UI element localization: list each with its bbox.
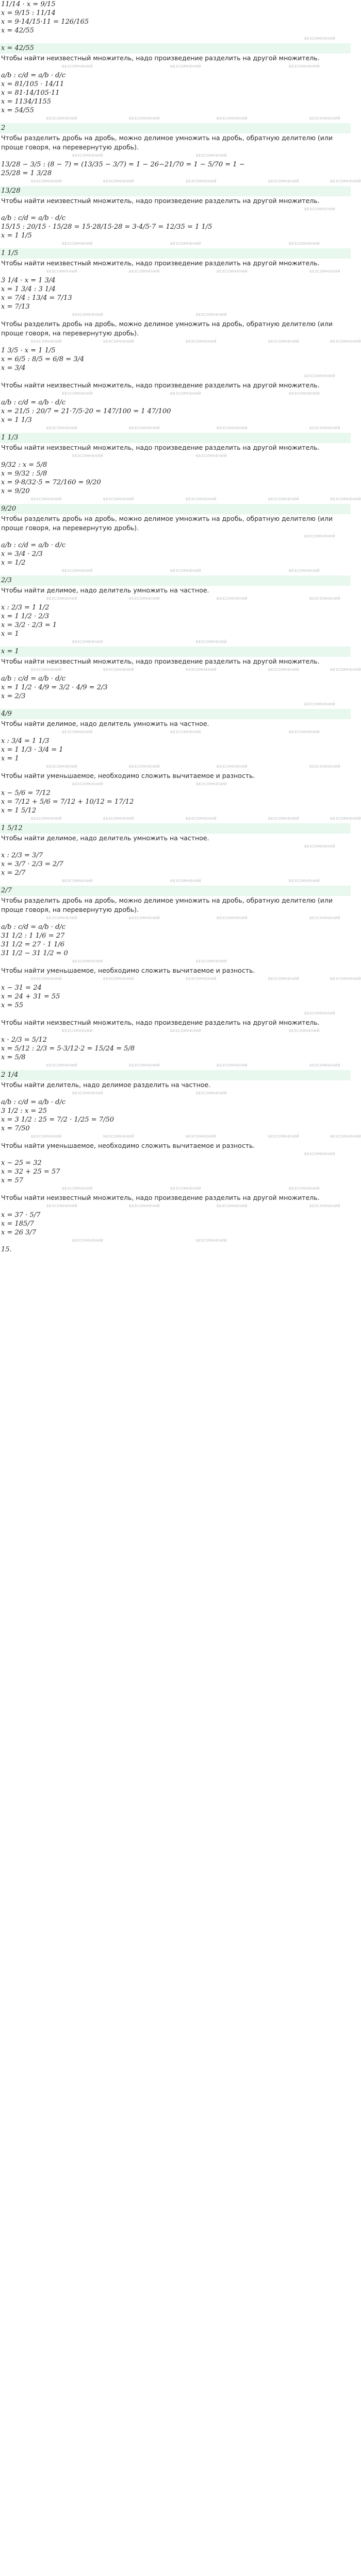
equation-line: x = 32 + 25 = 57 [1, 1168, 60, 1176]
rule-text: Чтобы найти делимое, надо делитель умножить на частное. [1, 834, 209, 842]
watermark-row [0, 372, 351, 381]
watermark-text: БЕЗСОМНЕНИЙ [72, 640, 103, 644]
equation-line: x = 26 3/7 [1, 1229, 37, 1236]
watermark-row [0, 115, 351, 123]
solution-block [0, 0, 351, 35]
watermark-text: БЕЗСОМНЕНИЙ [103, 1134, 134, 1139]
watermark-text: БЕЗСОМНЕНИЙ [129, 269, 160, 274]
equation-line: x = 55 [1, 1002, 24, 1009]
watermark-text: БЕЗСОМНЕНИЙ [289, 1187, 320, 1191]
equation-line: x − 31 = 24 [1, 984, 42, 992]
watermark-text: БЕЗСОМНЕНИЙ [217, 916, 248, 920]
watermark-text: БЕЗСОМНЕНИЙ [62, 64, 93, 69]
watermark-text: БЕЗСОМНЕНИЙ [217, 426, 248, 430]
equation-line: x = 37 · 5/7 [1, 1211, 41, 1219]
solution-block [0, 984, 351, 1010]
solution-block [0, 276, 351, 311]
rule-text: Чтобы разделить дробь на дробь, можно делимое умножить на дробь, обратную делителю (или проще говоря, на перевернутую дробь). [1, 515, 333, 532]
watermark-row [0, 958, 351, 966]
watermark-text: БЕЗСОМНЕНИЙ [129, 1063, 160, 1067]
watermark-text: БЕЗСОМНЕНИЙ [170, 1187, 201, 1191]
solution-block [0, 214, 351, 240]
watermark-row [0, 425, 351, 433]
watermark-text: БЕЗСОМНЕНИЙ [186, 668, 217, 672]
equation-line: 11/14 · x = 9/15 [1, 1, 56, 8]
watermark-text: БЕЗСОМНЕНИЙ [268, 1134, 299, 1139]
watermark-text: БЕЗСОМНЕНИЙ [196, 959, 227, 963]
equation-line: x = 1 5/12 [1, 807, 37, 815]
equation-line: x = 3 1/2 : 25 = 7/2 · 1/25 = 7/50 [1, 1116, 114, 1124]
watermark-text: БЕЗСОМНЕНИЙ [289, 1029, 320, 1033]
watermark-row [0, 914, 351, 923]
watermark-row [0, 781, 351, 789]
answer-highlight: 1 5/12 [0, 823, 351, 834]
watermark-text: БЕЗСОМНЕНИЙ [72, 959, 103, 963]
watermark-text: БЕЗСОМНЕНИЙ [289, 392, 320, 396]
watermark-text: БЕЗСОМНЕНИЙ [268, 977, 299, 981]
watermark-text: БЕЗСОМНЕНИЙ [268, 668, 299, 672]
watermark-text: БЕЗСОМНЕНИЙ [304, 1011, 335, 1015]
watermark-row [0, 701, 351, 709]
watermark-text: БЕЗСОМНЕНИЙ [62, 1029, 93, 1033]
watermark-row [0, 843, 351, 851]
rule-text: Чтобы найти уменьшаемое, необходимо сложить вычитаемое и разность. [1, 1142, 255, 1149]
final-answer: 15. [1, 1246, 12, 1253]
watermark-text: БЕЗСОМНЕНИЙ [268, 817, 299, 821]
watermark-text: БЕЗСОМНЕНИЙ [289, 879, 320, 883]
watermark-text: БЕЗСОМНЕНИЙ [62, 1187, 93, 1191]
equation-line: 31 1/2 − 31 1/2 = 0 [1, 950, 68, 957]
solution-block [0, 541, 351, 567]
watermark-text: БЕЗСОМНЕНИЙ [217, 1204, 248, 1208]
watermark-text: БЕЗСОМНЕНИЙ [31, 668, 62, 672]
equation-line: x : 2/3 = 1 1/2 [1, 604, 50, 612]
watermark-text: БЕЗСОМНЕНИЙ [186, 497, 217, 501]
watermark-text: БЕЗСОМНЕНИЙ [46, 765, 77, 769]
answer-highlight: 13/28 [0, 186, 351, 196]
watermark-text: БЕЗСОМНЕНИЙ [186, 340, 217, 344]
watermark-row [0, 877, 351, 886]
watermark-text: БЕЗСОМНЕНИЙ [217, 269, 248, 274]
solution-block [0, 603, 351, 638]
solution-block [0, 1036, 351, 1062]
watermark-row [0, 815, 361, 823]
rule-text: Чтобы найти делимое, надо делитель умножить на частное. [1, 720, 209, 727]
rule-text: Чтобы найти неизвестный множитель, надо произведение разделить на другой множитель. [1, 444, 320, 451]
equation-line: x = 6/5 : 8/5 = 6/8 = 3/4 [1, 355, 85, 363]
watermark-row [0, 1010, 351, 1018]
watermark-row [0, 533, 351, 541]
watermark-row [0, 567, 351, 575]
watermark-text: БЕЗСОМНЕНИЙ [186, 1134, 217, 1139]
equation-line: x = 2/3 [1, 692, 26, 700]
watermark-row [0, 1133, 361, 1141]
watermark-text: БЕЗСОМНЕНИЙ [62, 569, 93, 573]
watermark-text: БЕЗСОМНЕНИЙ [72, 313, 103, 317]
watermark-row [0, 1237, 351, 1245]
watermark-text: БЕЗСОМНЕНИЙ [46, 1063, 77, 1067]
equation-line: x = 1 1/3 · 3/4 = 1 [1, 746, 63, 754]
rule-text: Чтобы найти неизвестный множитель, надо произведение разделить на другой множитель. [1, 381, 320, 389]
equation-line: 15/15 : 20/15 · 15/28 = 15·28/15·28 = 3·4/5·7 = 12/35 = 1 1/5 [1, 223, 212, 231]
watermark-text: БЕЗСОМНЕНИЙ [304, 534, 335, 538]
watermark-text: БЕЗСОМНЕНИЙ [330, 340, 361, 344]
equation-line: a/b : c/d = a/b · d/c [1, 675, 66, 683]
equation-line: x : 2/3 = 3/7 [1, 852, 43, 859]
watermark-text: БЕЗСОМНЕНИЙ [309, 116, 340, 121]
watermark-text: БЕЗСОМНЕНИЙ [304, 1152, 335, 1156]
answer-highlight: 2 1/4 [0, 1070, 351, 1080]
watermark-text: БЕЗСОМНЕНИЙ [31, 817, 62, 821]
equation-line: x = 81/105 · 14/11 [1, 80, 64, 88]
equation-line: x = 1/2 [1, 559, 26, 567]
equation-line: a/b : c/d = a/b · d/c [1, 72, 66, 79]
watermark-text: БЕЗСОМНЕНИЙ [46, 269, 77, 274]
watermark-text: БЕЗСОМНЕНИЙ [72, 454, 103, 458]
watermark-row [0, 638, 351, 647]
solution-block [0, 789, 351, 815]
rule-text: Чтобы найти неизвестный множитель, надо произведение разделить на другой множитель. [1, 259, 320, 267]
watermark-text: БЕЗСОМНЕНИЙ [289, 730, 320, 734]
watermark-row [0, 452, 351, 461]
watermark-text: БЕЗСОМНЕНИЙ [72, 782, 103, 786]
equation-line: a/b : c/d = a/b · d/c [1, 1098, 66, 1106]
equation-line: x = 2/7 [1, 869, 26, 877]
solution-block [0, 1098, 351, 1133]
rule-text: Чтобы найти неизвестный множитель, надо произведение разделить на другой множитель. [1, 1194, 320, 1201]
equation-line: x = 1134/1155 [1, 98, 52, 106]
equation-line: x = 1 [1, 630, 19, 638]
watermark-text: БЕЗСОМНЕНИЙ [268, 340, 299, 344]
equation-line: x = 1 1/5 [1, 232, 32, 240]
equation-line: x = 7/4 : 13/4 = 7/13 [1, 294, 72, 302]
equation-line: a/b : c/d = a/b · d/c [1, 541, 66, 549]
watermark-row [0, 496, 361, 504]
watermark-text: БЕЗСОМНЕНИЙ [103, 340, 134, 344]
watermark-text: БЕЗСОМНЕНИЙ [196, 1091, 227, 1095]
watermark-text: БЕЗСОМНЕНИЙ [217, 597, 248, 601]
rule-text: Чтобы найти делитель, надо делимое разделить на частное. [1, 1081, 211, 1089]
watermark-row [0, 206, 351, 214]
watermark-text: БЕЗСОМНЕНИЙ [170, 392, 201, 396]
solution-block [0, 923, 351, 958]
solution-block [0, 160, 351, 178]
watermark-text: БЕЗСОМНЕНИЙ [196, 454, 227, 458]
solution-block [0, 71, 351, 115]
watermark-row [0, 595, 351, 603]
watermark-row [0, 338, 361, 346]
watermark-text: БЕЗСОМНЕНИЙ [330, 497, 361, 501]
watermark-text: БЕЗСОМНЕНИЙ [268, 179, 299, 183]
watermark-text: БЕЗСОМНЕНИЙ [31, 340, 62, 344]
watermark-text: БЕЗСОМНЕНИЙ [62, 879, 93, 883]
watermark-text: БЕЗСОМНЕНИЙ [309, 426, 340, 430]
watermark-text: БЕЗСОМНЕНИЙ [196, 313, 227, 317]
watermark-text: БЕЗСОМНЕНИЙ [289, 64, 320, 69]
equation-line: x · 2/3 = 5/12 [1, 1036, 47, 1044]
watermark-row [0, 268, 351, 276]
solution-block [0, 1211, 351, 1237]
equation-line: x = 7/13 [1, 303, 30, 311]
watermark-text: БЕЗСОМНЕНИЙ [129, 597, 160, 601]
watermark-text: БЕЗСОМНЕНИЙ [103, 497, 134, 501]
answer-highlight: 1 1/3 [0, 433, 351, 443]
watermark-row [0, 1202, 351, 1211]
watermark-text: БЕЗСОМНЕНИЙ [103, 817, 134, 821]
watermark-row [0, 1062, 351, 1070]
equation-line: x = 3/4 [1, 364, 26, 372]
equation-line: x = 7/12 + 5/6 = 7/12 + 10/12 = 17/12 [1, 798, 134, 806]
watermark-text: БЕЗСОМНЕНИЙ [330, 817, 361, 821]
watermark-text: БЕЗСОМНЕНИЙ [129, 116, 160, 121]
rule-text: Чтобы разделить дробь на дробь, можно делимое умножить на дробь, обратную делителю (или проще говоря, на перевернутую дробь). [1, 320, 333, 337]
equation-line: x = 3/4 · 2/3 [1, 550, 43, 558]
equation-line: x = 3/2 · 2/3 = 1 [1, 621, 57, 629]
watermark-row [0, 763, 351, 771]
watermark-row [0, 390, 351, 398]
watermark-text: БЕЗСОМНЕНИЙ [304, 702, 335, 706]
watermark-text: БЕЗСОМНЕНИЙ [170, 569, 201, 573]
equation-line: 3 1/4 · x = 1 3/4 [1, 277, 56, 284]
watermark-text: БЕЗСОМНЕНИЙ [330, 179, 361, 183]
rule-text: Чтобы найти неизвестный множитель, надо произведение разделить на другой множитель. [1, 197, 320, 205]
watermark-text: БЕЗСОМНЕНИЙ [304, 37, 335, 41]
watermark-row [0, 666, 361, 674]
watermark-row [0, 975, 361, 984]
rule-text: Чтобы найти неизвестный множитель, надо произведение разделить на другой множитель. [1, 1019, 320, 1026]
watermark-text: БЕЗСОМНЕНИЙ [304, 844, 335, 849]
equation-line: x = 9/32 : 5/8 [1, 470, 47, 478]
watermark-text: БЕЗСОМНЕНИЙ [186, 817, 217, 821]
watermark-row [0, 311, 351, 319]
watermark-text: БЕЗСОМНЕНИЙ [309, 1063, 340, 1067]
equation-line: x = 57 [1, 1177, 24, 1184]
rule-text: Чтобы разделить дробь на дробь, можно делимое умножить на дробь, обратную делителю (или проще говоря, на перевернутую дробь). [1, 134, 333, 151]
watermark-text: БЕЗСОМНЕНИЙ [46, 597, 77, 601]
watermark-text: БЕЗСОМНЕНИЙ [289, 569, 320, 573]
rule-text: Чтобы найти неизвестный множитель, надо произведение разделить на другой множитель. [1, 54, 320, 62]
solution-block [0, 1159, 351, 1185]
equation-line: x = 9/15 : 11/14 [1, 9, 56, 17]
watermark-text: БЕЗСОМНЕНИЙ [309, 916, 340, 920]
rule-text: Чтобы найти уменьшаемое, необходимо сложить вычитаемое и разность. [1, 967, 255, 974]
watermark-text: БЕЗСОМНЕНИЙ [129, 426, 160, 430]
watermark-text: БЕЗСОМНЕНИЙ [103, 668, 134, 672]
watermark-text: БЕЗСОМНЕНИЙ [62, 242, 93, 246]
watermark-text: БЕЗСОМНЕНИЙ [103, 977, 134, 981]
answer-highlight: 2/7 [0, 886, 351, 896]
watermark-text: БЕЗСОМНЕНИЙ [170, 879, 201, 883]
equation-line: a/b : c/d = a/b · d/c [1, 399, 66, 406]
equation-line: x − 25 = 32 [1, 1159, 42, 1167]
watermark-text: БЕЗСОМНЕНИЙ [170, 730, 201, 734]
watermark-row [0, 1090, 351, 1098]
watermark-text: БЕЗСОМНЕНИЙ [46, 916, 77, 920]
watermark-text: БЕЗСОМНЕНИЙ [129, 1204, 160, 1208]
equation-line: x = 21/5 : 20/7 = 21·7/5·20 = 147/100 = 1 47/100 [1, 408, 171, 415]
equation-line: a/b : c/d = a/b · d/c [1, 214, 66, 222]
watermark-text: БЕЗСОМНЕНИЙ [268, 497, 299, 501]
watermark-text: БЕЗСОМНЕНИЙ [103, 179, 134, 183]
equation-line: x : 3/4 = 1 1/3 [1, 737, 50, 745]
watermark-text: БЕЗСОМНЕНИЙ [330, 1134, 361, 1139]
rule-text: Чтобы найти делимое, надо делитель умножить на частное. [1, 586, 209, 594]
watermark-row [0, 152, 351, 160]
watermark-text: БЕЗСОМНЕНИЙ [46, 116, 77, 121]
watermark-text: БЕЗСОМНЕНИЙ [186, 179, 217, 183]
equation-line: x = 42/55 [1, 27, 34, 35]
equation-line: x = 7/50 [1, 1125, 30, 1132]
watermark-text: БЕЗСОМНЕНИЙ [31, 179, 62, 183]
watermark-text: БЕЗСОМНЕНИЙ [46, 426, 77, 430]
solution-block [0, 674, 351, 701]
watermark-text: БЕЗСОМНЕНИЙ [196, 1239, 227, 1243]
watermark-text: БЕЗСОМНЕНИЙ [309, 597, 340, 601]
equation-line: x = 1 1/2 · 2/3 [1, 613, 50, 620]
watermark-row [0, 35, 351, 43]
equation-line: 31 1/2 = 27 · 1 1/6 [1, 941, 65, 948]
solution-block [0, 851, 351, 877]
watermark-text: БЕЗСОМНЕНИЙ [46, 1204, 77, 1208]
watermark-text: БЕЗСОМНЕНИЙ [217, 1063, 248, 1067]
watermark-row [0, 63, 351, 71]
solution-block [0, 398, 351, 425]
watermark-text: БЕЗСОМНЕНИЙ [186, 977, 217, 981]
answer-highlight: 2 [0, 123, 351, 133]
answer-highlight: 4/9 [0, 709, 351, 719]
equation-line: a/b : c/d = a/b · d/c [1, 923, 66, 931]
equation-line: x = 1 [1, 755, 19, 762]
rule-text: Чтобы найти уменьшаемое, необходимо сложить вычитаемое и разность. [1, 772, 255, 779]
watermark-text: БЕЗСОМНЕНИЙ [31, 1134, 62, 1139]
watermark-text: БЕЗСОМНЕНИЙ [330, 668, 361, 672]
equation-line: 9/32 : x = 5/8 [1, 461, 47, 469]
equation-line: x = 9·14/15·11 = 126/165 [1, 18, 89, 26]
equation-line: x = 54/55 [1, 107, 34, 114]
watermark-row [0, 728, 351, 737]
watermark-text: БЕЗСОМНЕНИЙ [309, 269, 340, 274]
solution-block [0, 346, 351, 372]
answer-highlight: x = 1 [0, 647, 351, 657]
watermark-text: БЕЗСОМНЕНИЙ [309, 1204, 340, 1208]
equation-line: x = 1 1/2 · 4/9 = 3/2 · 4/9 = 2/3 [1, 684, 108, 691]
answer-highlight: 2/3 [0, 575, 351, 586]
equation-line: x = 5/12 : 2/3 = 5·3/12·2 = 15/24 = 5/8 [1, 1045, 135, 1053]
watermark-text: БЕЗСОМНЕНИЙ [196, 154, 227, 158]
watermark-text: БЕЗСОМНЕНИЙ [129, 765, 160, 769]
watermark-text: БЕЗСОМНЕНИЙ [217, 765, 248, 769]
equation-line: x = 185/7 [1, 1220, 34, 1228]
watermark-row [0, 178, 361, 186]
watermark-text: БЕЗСОМНЕНИЙ [304, 207, 335, 211]
watermark-text: БЕЗСОМНЕНИЙ [330, 977, 361, 981]
rule-text: Чтобы найти неизвестный множитель, надо произведение разделить на другой множитель. [1, 657, 320, 665]
answer-highlight: 9/20 [0, 504, 351, 514]
watermark-text: БЕЗСОМНЕНИЙ [72, 1239, 103, 1243]
watermark-row [0, 1027, 351, 1036]
watermark-text: БЕЗСОМНЕНИЙ [289, 242, 320, 246]
watermark-text: БЕЗСОМНЕНИЙ [170, 64, 201, 69]
watermark-text: БЕЗСОМНЕНИЙ [62, 392, 93, 396]
equation-line: x = 5/8 [1, 1054, 26, 1061]
equation-line: x = 3/7 · 2/3 = 2/7 [1, 860, 63, 868]
watermark-text: БЕЗСОМНЕНИЙ [31, 497, 62, 501]
watermark-text: БЕЗСОМНЕНИЙ [129, 916, 160, 920]
watermark-text: БЕЗСОМНЕНИЙ [309, 765, 340, 769]
equation-line: x = 9·8/32·5 = 72/160 = 9/20 [1, 479, 101, 486]
equation-line: 31 1/2 : 1 1/6 = 27 [1, 932, 65, 940]
equation-line: x = 1 1/3 [1, 416, 32, 424]
equation-line: 1 3/5 · x = 1 1/5 [1, 347, 56, 354]
watermark-text: БЕЗСОМНЕНИЙ [72, 154, 103, 158]
watermark-row [0, 1150, 351, 1159]
watermark-row [0, 240, 351, 248]
equation-line: x − 5/6 = 7/12 [1, 789, 51, 797]
equation-line: 3 1/2 : x = 25 [1, 1107, 47, 1115]
watermark-text: БЕЗСОМНЕНИЙ [196, 640, 227, 644]
watermark-text: БЕЗСОМНЕНИЙ [170, 1029, 201, 1033]
watermark-text: БЕЗСОМНЕНИЙ [170, 242, 201, 246]
answer-highlight: x = 42/55 [0, 43, 351, 54]
watermark-text: БЕЗСОМНЕНИЙ [196, 782, 227, 786]
watermark-text: БЕЗСОМНЕНИЙ [31, 977, 62, 981]
watermark-row [0, 1185, 351, 1193]
equation-line: 25/28 = 1 3/28 [1, 170, 52, 177]
equation-line: x = 81·14/105·11 [1, 89, 60, 97]
equation-line: x = 9/20 [1, 487, 30, 495]
rule-text: Чтобы разделить дробь на дробь, можно делимое умножить на дробь, обратную делителю (или проще говоря, на перевернутую дробь). [1, 896, 333, 913]
watermark-text: БЕЗСОМНЕНИЙ [217, 116, 248, 121]
watermark-text: БЕЗСОМНЕНИЙ [72, 1091, 103, 1095]
solution-block [0, 461, 351, 496]
solution-block [0, 737, 351, 763]
equation-line: x = 24 + 31 = 55 [1, 993, 60, 1001]
watermark-text: БЕЗСОМНЕНИЙ [304, 374, 335, 378]
equation-line: 13/28 − 3/5 : (8 − 7) = (13/35 − 3/7) = 1 − 26−21/70 = 1 − 5/70 = 1 − [1, 161, 245, 168]
answer-highlight: 1 1/5 [0, 248, 351, 259]
equation-line: x = 1 3/4 : 3 1/4 [1, 285, 56, 293]
watermark-text: БЕЗСОМНЕНИЙ [62, 730, 93, 734]
